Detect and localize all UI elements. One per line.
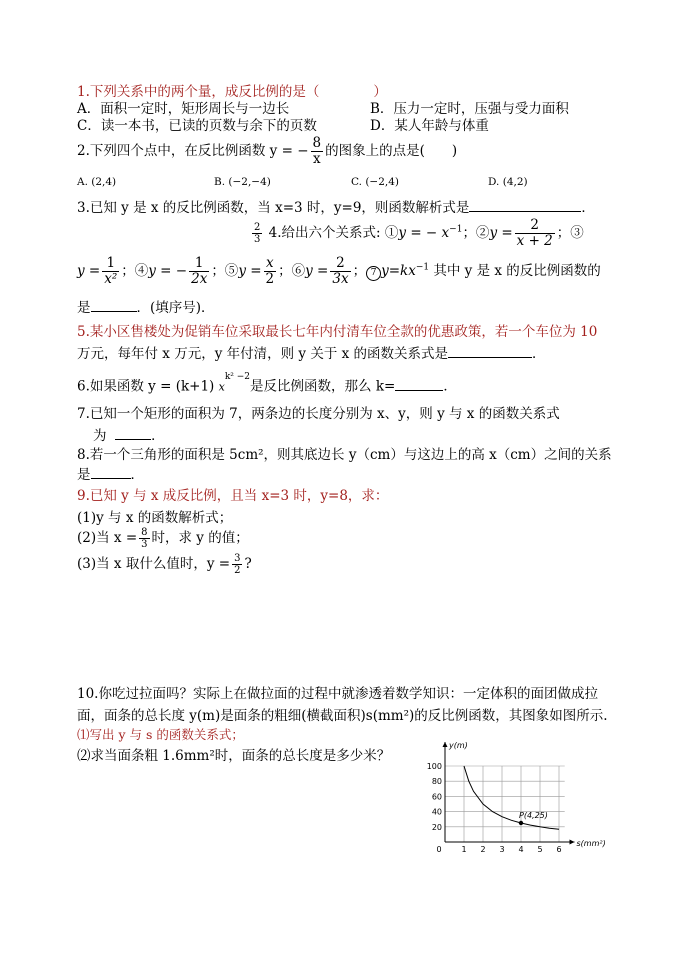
- q5-line1: 5.某小区售楼处为促销车位采取最长七年内付清车位全款的优惠政策，若一个车位为 10: [77, 324, 598, 340]
- q7-line1: 7.已知一个矩形的面积为 7，两条边的长度分别为 x、y，则 y 与 x 的函数关系式: [77, 406, 560, 422]
- q8-line1: 8.若一个三角形的面积是 5cm²，则其底边长 y（cm）与这边上的高 x（cm）之间的关系: [77, 447, 612, 463]
- chart-plot: [427, 741, 606, 854]
- q4-expr4-lhs: y = −: [148, 262, 188, 279]
- q4-expr4-num: 1: [189, 256, 209, 272]
- x-tick-label: 6: [556, 845, 562, 854]
- q9-p2-suffix: 时，求 y 的值；: [151, 530, 249, 546]
- q9-p3-suffix: ?: [244, 556, 252, 572]
- x-axis-arrow: [570, 840, 575, 845]
- q5-line2: 万元，每年付 x 万元，y 年付清，则 y 关于 x 的函数关系式是 ．: [77, 346, 546, 362]
- q3-text: 3.已知 y 是 x 的反比例函数，当 x=3 时，y=9，则函数解析式是 ．: [77, 200, 595, 216]
- q4-line3: [77, 296, 215, 316]
- q4-expr7-sup: −1: [415, 262, 430, 273]
- q1-option-b: B．压力一定时，压强与受力面积: [370, 101, 569, 117]
- q9-part3: [77, 552, 252, 576]
- q4-line1: [250, 218, 584, 249]
- q2-option-a: A. (2,4): [77, 176, 117, 188]
- q4-expr6-fraction: [330, 256, 350, 287]
- q4-expr3-lhs: y =: [77, 262, 101, 279]
- q9-p2-fraction: [139, 527, 149, 550]
- q2-option-b: B. (−2,−4): [214, 176, 271, 188]
- point-p-label: P(4,25): [519, 811, 548, 820]
- q6-suffix: 是反比例函数，那么 k=: [250, 378, 396, 395]
- q6-exponent: k² −2: [224, 372, 251, 382]
- q9-p2-num: 8: [141, 527, 148, 538]
- x-axis-label: s(mm²): [576, 839, 606, 848]
- q7-line2-text: 为: [93, 428, 107, 444]
- q2-fraction: [311, 136, 324, 167]
- q4-sep3: ；③: [556, 224, 584, 241]
- q4-expr4-fraction: [189, 256, 209, 287]
- q7-answer-blank[interactable]: [115, 439, 151, 440]
- q9-part1: (1)y 与 x 的函数解析式；: [77, 510, 233, 526]
- q10-chart: [418, 738, 614, 868]
- q5-line2-text: 万元，每年付 x 万元，y 年付清，则 y 关于 x 的函数关系式是: [77, 346, 449, 362]
- q4-expr1: y = − x: [398, 224, 450, 241]
- q4-line3-text: 是: [77, 300, 91, 316]
- q10-line2: 面，面条的总长度 y(m)是面条的粗细(横截面积)s(mm²)的反比例函数，其图象如图所示.: [77, 708, 608, 724]
- q4-expr3-den: x²: [104, 270, 118, 287]
- q6-prefix: 6.如果函数 y = (k+1): [77, 378, 215, 395]
- q4-sep7: ；: [352, 262, 367, 279]
- q4-stray-den: 3: [254, 233, 261, 245]
- q4-expr7: y=kx: [381, 262, 416, 279]
- q4-expr5-den: 2: [265, 270, 275, 287]
- q2-prefix: 2.下列四个点中，在反比例函数 y = −: [77, 142, 309, 159]
- q1-option-d: D．某人年龄与体重: [370, 118, 489, 134]
- q4-expr4-den: 2x: [191, 270, 208, 287]
- y-axis-arrow: [443, 742, 448, 747]
- q1-stem: 1.下列关系中的两个量，成反比例的是（ ）: [77, 84, 387, 100]
- q2-option-d: D. (4,2): [488, 176, 528, 188]
- x-tick-label: 4: [518, 845, 524, 854]
- x-tick-label: 2: [480, 845, 486, 854]
- q4-expr3-num: 1: [102, 256, 119, 272]
- q4-circle-7: 7: [366, 266, 381, 281]
- q8-line2: 是 ．: [77, 467, 144, 483]
- q4-sep6: ；⑥: [278, 262, 306, 279]
- y-tick-label: 100: [426, 762, 442, 771]
- q9-stem: 9.已知 y 与 x 成反比例，且当 x=3 时，y=8，求：: [77, 488, 389, 504]
- q6-text: 6.如果函数 y = (k+1) $x^{k^2 -2}$是反比例函数，那么 k= ．: [77, 372, 457, 395]
- q4-sep4: ；④: [121, 262, 149, 279]
- q4-expr5-fraction: [264, 256, 277, 287]
- q4-answer-blank[interactable]: [91, 311, 137, 312]
- q8-answer-blank[interactable]: [91, 478, 131, 479]
- q1-option-c: C．读一本书，已读的页数与余下的页数: [77, 118, 317, 134]
- y-tick-label: 20: [431, 822, 442, 832]
- y-tick-label: 40: [431, 807, 442, 817]
- q7-line2: 为 ．: [93, 428, 165, 444]
- q3-text-content: 3.已知 y 是 x 的反比例函数，当 x=3 时，y=9，则函数解析式是: [77, 200, 470, 216]
- q4-sep2: ；②: [462, 224, 490, 241]
- q4-stray-num: 2: [254, 221, 261, 233]
- x-tick-label: 1: [461, 845, 467, 854]
- q2-frac-den: x: [313, 150, 321, 167]
- q9-part2: [77, 526, 249, 550]
- q4-line3-tail: ．(填序号)．: [136, 300, 215, 316]
- q9-p2-den: 3: [141, 539, 148, 550]
- q4-expr3-fraction: [102, 256, 119, 287]
- q4-expr2-num: 2: [515, 218, 555, 234]
- q9-p3-den: 2: [234, 565, 241, 576]
- point-p: [519, 821, 523, 825]
- q4-expr5-num: x: [264, 256, 277, 272]
- q2-suffix: 的图象上的点是( ): [325, 142, 458, 159]
- q4-sep5: ；⑤: [211, 262, 239, 279]
- q9-p3-num: 3: [234, 553, 241, 564]
- q5-answer-blank[interactable]: [448, 357, 532, 358]
- q4-expr2-fraction: [515, 218, 555, 249]
- q9-p2-prefix: (2)当 x =: [77, 530, 138, 546]
- q2-stem: [77, 136, 457, 167]
- q6-base: x: [218, 380, 225, 394]
- q4-expr1-sup: −1: [449, 224, 463, 235]
- q2-option-c: C. (−2,4): [351, 176, 400, 188]
- q8-line2-text: 是: [77, 467, 91, 483]
- q4-expr2-den: x + 2: [516, 232, 553, 249]
- q4-expr6-den: 3x: [332, 270, 349, 287]
- q6-power: [219, 372, 250, 395]
- q9-p3-prefix: (3)当 x 取什么值时，y =: [77, 556, 231, 572]
- q2-frac-num: 8: [312, 135, 322, 151]
- q6-answer-blank[interactable]: [395, 390, 443, 391]
- q4-expr5-lhs: y =: [238, 262, 262, 279]
- q4-stray-fraction: [252, 222, 262, 245]
- q10-line1: 10.你吃过拉面吗？实际上在做拉面的过程中就渗透着数学知识：一定体积的面团做成拉: [77, 686, 598, 702]
- q1-option-a: A．面积一定时，矩形周长与一边长: [77, 101, 290, 117]
- q3-answer-blank[interactable]: [469, 211, 581, 212]
- q4-intro: 4.给出六个关系式: ①: [268, 224, 399, 241]
- x-tick-label: 5: [537, 845, 543, 854]
- q4-line2: [77, 256, 601, 287]
- q4-expr6-num: 2: [330, 256, 350, 272]
- q4-tail: 其中 y 是 x 的反比例函数的: [429, 262, 601, 279]
- y-axis-label: y(m): [449, 741, 468, 750]
- q4-expr6-lhs: y =: [305, 262, 329, 279]
- q10-part2: ⑵求当面条粗 1.6mm²时，面条的总长度是多少米？: [77, 748, 391, 764]
- x-tick-label: 3: [499, 845, 505, 854]
- y-tick-label: 80: [431, 777, 442, 787]
- q4-expr2-lhs: y =: [489, 224, 513, 241]
- y-tick-label: 60: [431, 792, 442, 802]
- q9-p3-fraction: [232, 553, 242, 576]
- q10-part1: ⑴写出 y 与 s 的函数关系式；: [77, 727, 244, 742]
- x-tick-label: 0: [436, 845, 442, 854]
